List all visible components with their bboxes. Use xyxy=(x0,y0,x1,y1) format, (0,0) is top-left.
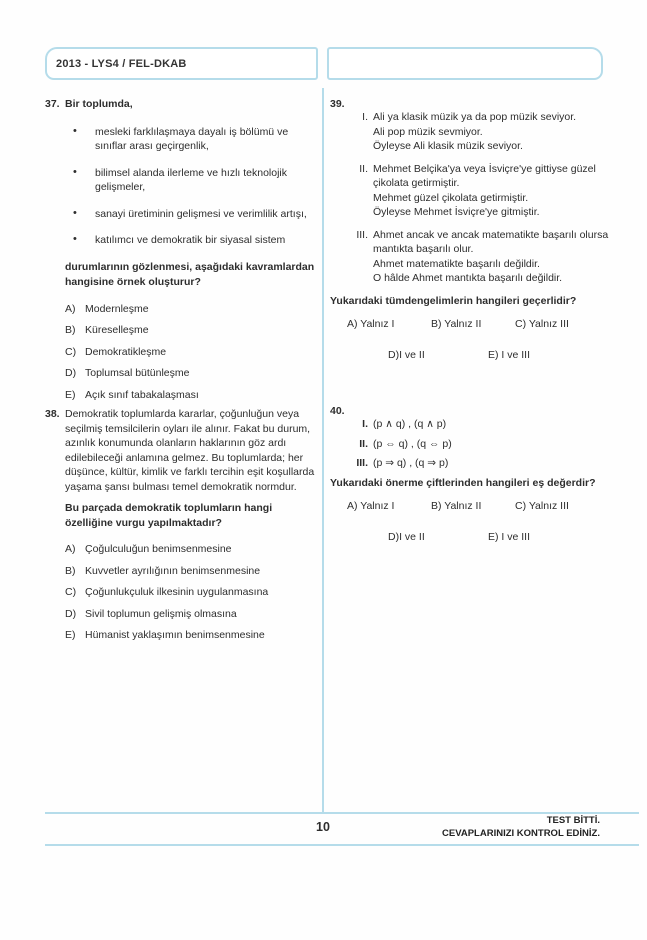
option-b: B) Yalnız II xyxy=(431,499,482,512)
option-label: D) xyxy=(65,367,77,379)
option-b: B) Yalnız II xyxy=(431,317,482,330)
option-text: Küreselleşme xyxy=(85,324,149,336)
question-body xyxy=(65,407,321,643)
option-row-2 xyxy=(330,530,612,545)
option-d xyxy=(65,607,321,622)
exam-title: 2013 - LYS4 / FEL-DKAB xyxy=(56,57,187,70)
premise-line: Ali ya klasik müzik ya da pop müzik seviyor. xyxy=(373,111,577,123)
test-end-note xyxy=(442,814,600,840)
question-40 xyxy=(330,404,612,545)
option-e xyxy=(65,388,315,403)
roman-numeral: I. xyxy=(362,418,368,430)
proposition-formula: (p ⇒ q) , (q ⇒ p) xyxy=(373,457,449,469)
premise-line: Öyleyse Ali klasik müzik seviyor. xyxy=(373,140,523,152)
question-37 xyxy=(45,97,315,409)
premise-item-3 xyxy=(330,228,612,286)
bullet-item: • sanayi üretiminin gelişmesi ve verimlilik artışı, xyxy=(65,207,315,222)
premise-item-2 xyxy=(330,162,612,220)
option-e: E) I ve III xyxy=(488,348,531,361)
option-d: D)I ve II xyxy=(388,530,425,543)
option-e: E) I ve III xyxy=(488,530,531,543)
proposition-list xyxy=(330,417,612,471)
option-c xyxy=(65,345,315,360)
question-stem: Yukarıdaki tümdengelimlerin hangileri geçerlidir? xyxy=(330,294,577,307)
option-e xyxy=(65,628,321,643)
option-label: D) xyxy=(65,607,77,620)
option-text: Hümanist yaklaşımın benimsenmesine xyxy=(85,629,265,641)
bullet-item: • bilimsel alanda ilerleme ve hızlı teknolojik gelişmeler, xyxy=(65,166,315,195)
roman-numeral: I. xyxy=(362,111,368,123)
question-body xyxy=(65,97,315,402)
question-number: 37. xyxy=(45,98,60,110)
option-label: B) xyxy=(65,564,76,577)
option-list xyxy=(65,302,315,403)
option-label: E) xyxy=(65,629,76,641)
proposition-item-3 xyxy=(330,456,612,471)
option-a: A) Yalnız I xyxy=(347,499,395,512)
column-divider xyxy=(322,88,324,812)
option-list xyxy=(65,542,321,643)
question-number: 39. xyxy=(330,98,345,110)
option-label: C) xyxy=(65,586,77,598)
proposition-formula: (p ⇔ q) , (q ⇔ p) xyxy=(373,437,452,450)
question-stem: durumlarının gözlenmesi, aşağıdaki kavramlardan hangisine örnek oluşturur? xyxy=(65,260,315,288)
option-label: A) xyxy=(65,302,76,315)
option-c: C) Yalnız III xyxy=(515,317,569,330)
proposition-item-1 xyxy=(330,417,612,432)
premise-line: Ahmet ancak ve ancak matematikte başarılı olursa mantıkta başarılı olur. xyxy=(373,228,609,255)
option-a: A) Yalnız I xyxy=(347,317,395,330)
bullet-list xyxy=(65,125,315,248)
option-text: Kuvvetler ayrılığının benimsenmesine xyxy=(85,564,261,577)
option-label: C) xyxy=(65,345,77,358)
proposition-item-2 xyxy=(330,437,612,452)
premise-line: Öyleyse Mehmet İsviçre'ye gitmiştir. xyxy=(373,206,540,218)
option-c: C) Yalnız III xyxy=(515,499,569,512)
option-a xyxy=(65,302,315,317)
question-intro: Bir toplumda, xyxy=(65,98,133,110)
option-b xyxy=(65,564,321,579)
option-row-1 xyxy=(330,317,612,332)
roman-numeral: II. xyxy=(359,437,368,450)
option-text: Açık sınıf tabakalaşması xyxy=(85,388,199,401)
premise-line: Ali pop müzik sevmiyor. xyxy=(373,125,483,138)
option-c xyxy=(65,585,321,600)
option-row-1 xyxy=(330,499,612,514)
question-39 xyxy=(330,97,612,363)
footer-rule-bottom xyxy=(45,844,639,846)
option-d xyxy=(65,366,315,381)
header-blank-box xyxy=(327,47,603,80)
premise-list xyxy=(330,110,612,286)
option-label: B) xyxy=(65,324,76,336)
question-38 xyxy=(45,407,321,650)
question-stem: Bu parçada demokratik toplumların hangi özelliğine vurgu yapılmaktadır? xyxy=(65,502,273,529)
option-b xyxy=(65,323,315,338)
bullet-item: • katılımcı ve demokratik bir siyasal sistem xyxy=(65,233,315,248)
option-text: Demokratikleşme xyxy=(85,345,167,358)
option-label: A) xyxy=(65,543,76,555)
question-number: 40. xyxy=(330,405,345,417)
proposition-formula: (p ∧ q) , (q ∧ p) xyxy=(373,418,447,430)
option-text: Sivil toplumun gelişmiş olmasına xyxy=(85,607,237,620)
question-stem: Yukarıdaki önerme çiftlerinden hangileri eş değerdir? xyxy=(330,476,596,489)
premise-line: Mehmet güzel çikolata getirmiştir. xyxy=(373,191,529,204)
option-row-2 xyxy=(330,348,612,363)
option-label: E) xyxy=(65,388,76,401)
premise-line: Mehmet Belçika'ya veya İsviçre'ye gittiyse güzel çikolata getirmiştir. xyxy=(373,162,596,189)
roman-numeral: III. xyxy=(356,457,368,469)
option-d: D)I ve II xyxy=(388,348,425,361)
option-text: Çoğunlukçuluk ilkesinin uygulanmasına xyxy=(85,586,269,598)
premise-line: O hâlde Ahmet mantıkta başarılı değildir. xyxy=(373,272,563,284)
premise-line: Ahmet matematikte başarılı değildir. xyxy=(373,257,540,270)
question-number: 38. xyxy=(45,408,60,420)
page-number: 10 xyxy=(316,820,330,834)
option-text: Çoğulculuğun benimsenmesine xyxy=(85,543,232,555)
test-end-line-1: TEST BİTTİ. xyxy=(546,815,600,826)
roman-numeral: III. xyxy=(356,228,368,241)
bullet-item: • mesleki farklılaşmaya dayalı iş bölümü ve sınıflar arası geçirgenlik, xyxy=(65,125,315,154)
option-a xyxy=(65,542,321,557)
test-end-line-2: CEVAPLARINIZI KONTROL EDİNİZ. xyxy=(442,828,600,839)
option-text: Toplumsal bütünleşme xyxy=(85,367,190,379)
premise-item-1 xyxy=(330,110,612,154)
question-paragraph: Demokratik toplumlarda kararlar, çoğunluğun veya seçilmiş temsilcilerin oyları ile alınır. Fakat bu durum, azınlık konumunda olanların haklarının göz ardı edilebileceği anlamına gelmez. Bu toplumlarda; her düşünce, kültür, kimlik ve farklı tercihin eşit koşullarda yaşama şansı bulması temel demokratik normdur. xyxy=(65,408,315,493)
option-text: Modernleşme xyxy=(85,302,149,315)
roman-numeral: II. xyxy=(359,162,368,175)
exam-code-box xyxy=(45,47,318,80)
